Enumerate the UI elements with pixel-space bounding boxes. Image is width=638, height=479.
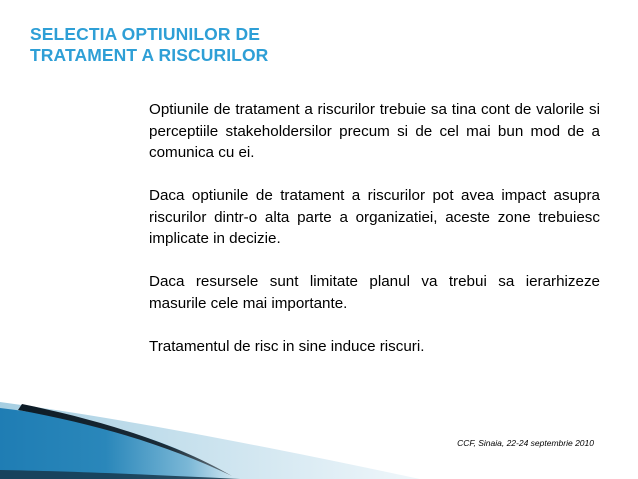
slide-title bbox=[30, 24, 450, 66]
slide-title-line-2: TRATAMENT A RISCURILOR bbox=[30, 45, 269, 65]
swoosh-dark-streak bbox=[18, 404, 232, 476]
slide-title-line-1: SELECTIA OPTIUNILOR DE bbox=[30, 24, 261, 44]
paragraph-3: Daca resursele sunt limitate planul va trebui sa ierarhizeze masurile cele mai importante. bbox=[149, 273, 600, 312]
swoosh-blue-band bbox=[0, 408, 235, 479]
paragraph-2: Daca optiunile de tratament a riscurilor pot avea impact asupra riscurilor dintr-o alta parte a organizatiei, aceste zone trebuiesc implicate in decizie. bbox=[149, 187, 600, 247]
slide-body bbox=[149, 99, 600, 379]
swoosh-light-band bbox=[0, 402, 420, 479]
swoosh-baseline bbox=[0, 470, 240, 479]
paragraph-4: Tratamentul de risc in sine induce riscuri. bbox=[149, 337, 425, 355]
paragraph-1: Optiunile de tratament a riscurilor trebuie sa tina cont de valorile si perceptiile stakeholdersilor precum si de cel mai bun mod de a comunica cu ei. bbox=[149, 101, 600, 161]
footer-note: CCF, Sinaia, 22-24 septembrie 2010 bbox=[457, 438, 594, 448]
